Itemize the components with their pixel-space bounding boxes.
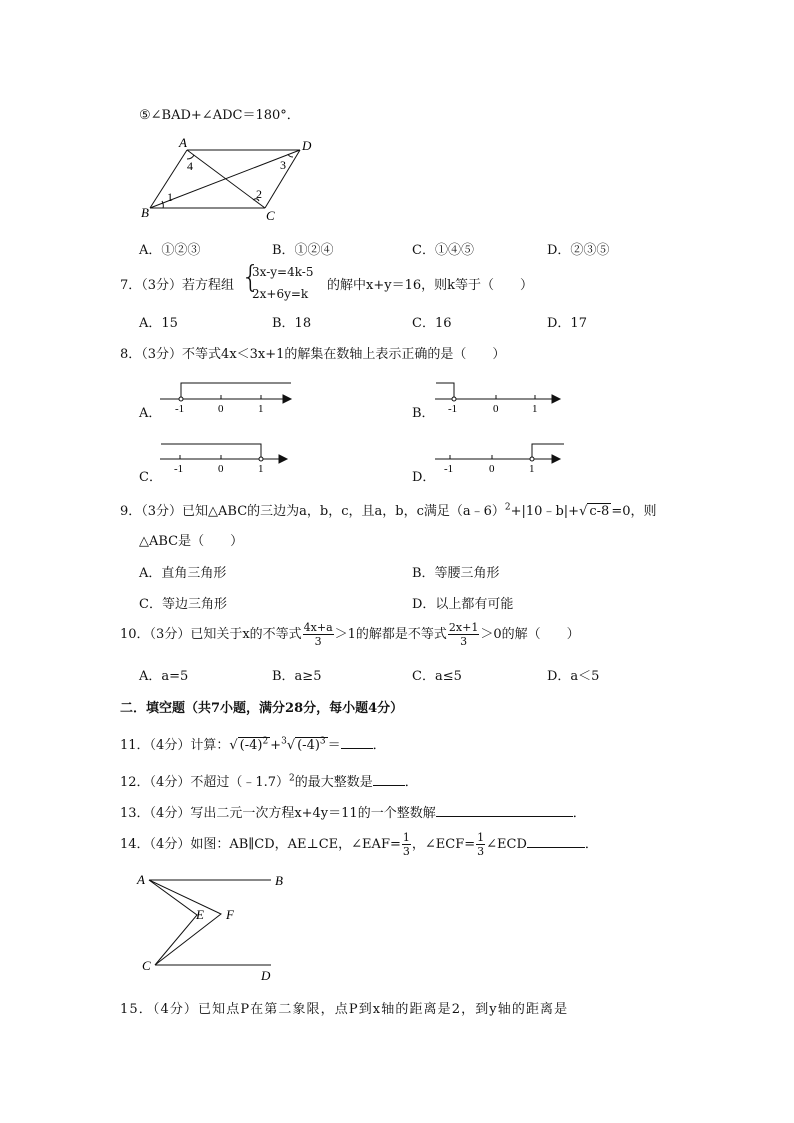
q7-brace: { (241, 260, 261, 295)
q15-stem: 15．（4分）已知点P在第二象限，点P到x轴的距离是2，到y轴的距离是 (120, 1002, 569, 1017)
point-label-c: C (142, 958, 151, 973)
q9-radicand: c-8 (589, 504, 610, 519)
q11-equals: ＝ (327, 738, 341, 753)
q9-line1 (120, 500, 656, 519)
section-2-title: 二．填空题（共7小题，满分28分，每小题4分） (120, 701, 404, 716)
q7-option-b[interactable]: B．18 (272, 316, 312, 331)
q8-stem: 8．（3分）不等式4x＜3x+1的解集在数轴上表示正确的是（ ） (120, 347, 506, 362)
q11-radicand-2 (295, 737, 328, 753)
tick-neg1: -1 (175, 403, 185, 415)
q10-fraction-1-denominator: 3 (314, 635, 322, 648)
q9-option-d[interactable]: D．以上都有可能 (412, 597, 514, 612)
q14-fraction-1-denominator: 3 (402, 845, 410, 858)
q8-option-c[interactable]: C． (139, 470, 162, 485)
tick-0: 0 (218, 463, 224, 475)
q14-stem (120, 831, 598, 858)
q8-number-line-d (430, 440, 570, 480)
q7-eq1: 3x-y=4k-5 (252, 265, 314, 279)
q10-fraction-1-numerator: 4x+a (303, 621, 333, 634)
q14-text-b: ，∠ECF= (411, 837, 476, 852)
q14-fraction-2-denominator: 3 (477, 845, 485, 858)
tick-neg1: -1 (444, 463, 454, 475)
q12-text-b: 的最大整数是 (294, 775, 373, 790)
q11-exp-1: 2 (262, 736, 269, 747)
q13-end: ． (572, 806, 586, 821)
q9-line1-end: =0，则 (611, 504, 657, 519)
q11-root-index: 3 (281, 736, 287, 747)
tick-1: 1 (258, 463, 264, 475)
angle-label-1: 1 (167, 190, 173, 204)
q11-plus: + (270, 738, 282, 753)
q7-option-d[interactable]: D．17 (547, 316, 587, 331)
q12-exponent: 2 (289, 773, 295, 784)
tick-1: 1 (529, 463, 535, 475)
q9-option-c[interactable]: C．等边三角形 (139, 597, 227, 612)
q10-option-a[interactable]: A．a=5 (139, 669, 189, 684)
q12-answer-blank[interactable] (373, 773, 405, 786)
q7-option-a[interactable]: A．15 (139, 316, 178, 331)
q12-end: ． (404, 775, 418, 790)
tick-1: 1 (258, 403, 264, 415)
q8-number-line-b (430, 378, 570, 418)
q14-text-a: 14．（4分）如图：AB∥CD，AE⊥CE，∠EAF= (120, 837, 401, 852)
q11-exp-2: 3 (319, 736, 326, 747)
q9-option-b[interactable]: B．等腰三角形 (412, 566, 500, 581)
point-label-d: D (261, 968, 271, 983)
q10-option-b[interactable]: B．a≥5 (272, 669, 322, 684)
angle-label-3: 3 (280, 158, 286, 172)
q14-answer-blank[interactable] (527, 835, 585, 848)
vertex-label-a: A (179, 135, 187, 150)
point-label-b: B (275, 873, 283, 888)
tick-neg1: -1 (448, 403, 458, 415)
q14-fraction-1 (402, 831, 411, 858)
q11-stem (120, 734, 386, 753)
q7-prefix: 7．（3分）若方程组 (120, 278, 235, 293)
q11-text: 11．（4分）计算： (120, 738, 230, 753)
q13-answer-blank[interactable] (436, 804, 573, 817)
q10-fraction-2-denominator: 3 (460, 635, 468, 648)
q10-fraction-2 (448, 621, 479, 648)
q9-line1-text: 9．（3分）已知△ABC的三边为a，b，c，且a，b，c满足（a﹣6） (120, 504, 505, 519)
q9-exponent: 2 (504, 502, 511, 513)
q9-sqrt-sign: √ (579, 504, 588, 519)
q14-text-c: ∠ECD (486, 837, 527, 852)
q14-fraction-2-numerator: 1 (477, 831, 485, 844)
q11-base-1: (-4) (239, 738, 263, 753)
tick-0: 0 (218, 403, 224, 415)
q6-option-a[interactable]: A．①②③ (139, 243, 201, 258)
tick-1: 1 (532, 403, 538, 415)
q7-option-c[interactable]: C．16 (412, 316, 452, 331)
q8-option-d[interactable]: D． (412, 470, 436, 485)
q10-fraction-2-numerator: 2x+1 (448, 621, 479, 634)
angle-label-4: 4 (187, 159, 193, 173)
q6-option-c[interactable]: C．①④⑤ (412, 243, 474, 258)
q6-item5: ⑤∠BAD+∠ADC＝180°． (139, 108, 300, 123)
q11-end: ． (372, 738, 386, 753)
q14-figure (135, 868, 295, 986)
q10-option-c[interactable]: C．a≤5 (412, 669, 462, 684)
q10-text-a: 10．（3分）已知关于x的不等式 (120, 627, 302, 642)
q8-number-line-a (155, 378, 300, 418)
point-label-e: E (196, 907, 204, 922)
q13-text: 13．（4分）写出二元一次方程x+4y＝11的一个整数解 (120, 806, 436, 821)
tick-0: 0 (489, 463, 495, 475)
vertex-label-c: C (266, 208, 275, 223)
q11-radicand-1 (238, 737, 271, 753)
q9-abs-term: +|10﹣b|+ (510, 504, 580, 519)
tick-neg1: -1 (174, 463, 184, 475)
vertex-label-b: B (141, 205, 149, 220)
q6-parallelogram-figure (135, 135, 325, 225)
q11-base-2: (-4) (297, 738, 320, 753)
q14-end: ． (584, 837, 598, 852)
q14-fraction-1-numerator: 1 (402, 831, 410, 844)
q9-line2: △ABC是（ ） (139, 534, 244, 549)
q12-stem (120, 771, 418, 790)
q9-option-a[interactable]: A．直角三角形 (139, 566, 227, 581)
q6-option-b[interactable]: B．①②④ (272, 243, 334, 258)
q7-eq2: 2x+6y=k (252, 287, 309, 301)
q10-stem (120, 621, 580, 648)
point-label-f: F (226, 907, 234, 922)
q14-fraction-2 (476, 831, 485, 858)
tick-0: 0 (493, 403, 499, 415)
q8-option-a[interactable]: A． (139, 406, 162, 421)
q12-text-a: 12．（4分）不超过（﹣1.7） (120, 775, 289, 790)
q6-option-d[interactable]: D．②③⑤ (547, 243, 610, 258)
q13-stem (120, 802, 586, 821)
q11-cbrt-sign: √ (286, 738, 296, 753)
q10-text-b: ＞1的解都是不等式 (334, 627, 447, 642)
q10-text-c: ＞0的解（ ） (480, 627, 580, 642)
vertex-label-d: D (302, 138, 312, 153)
q11-sqrt-sign: √ (229, 738, 238, 753)
q7-suffix: 的解中x+y＝16，则k等于（ ） (327, 278, 533, 293)
q10-fraction-1 (303, 621, 334, 648)
q10-option-d[interactable]: D．a＜5 (547, 669, 600, 684)
q8-number-line-c (155, 440, 295, 480)
point-label-a: A (137, 872, 145, 887)
q11-answer-blank[interactable] (341, 736, 373, 749)
q8-option-b[interactable]: B． (412, 406, 435, 421)
angle-label-2: 2 (256, 187, 262, 201)
